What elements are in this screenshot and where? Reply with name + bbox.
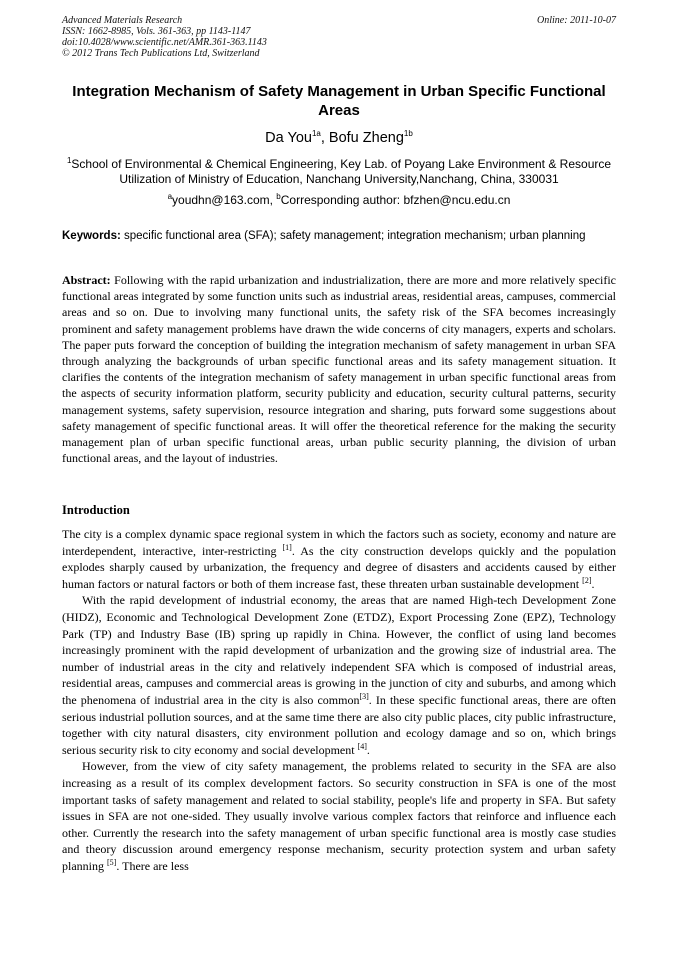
affiliation-text: School of Environmental & Chemical Engineering, Key Lab. of Poyang Lake Environment & Resource Utilization of Ministry of Education, Nanchang University,Nanchang, China, 330031: [71, 157, 612, 186]
online-date: Online: 2011-10-07: [537, 15, 616, 26]
author-name: Bofu Zheng: [328, 130, 404, 146]
paragraph-text: The city is a complex dynamic space regional system in which the factors such as society, economy and nature are interdependent, interactive, inter-restricting: [62, 527, 616, 558]
abstract-text: Following with the rapid urbanization and industrialization, there are more and more relatively specific functional areas integrated by some function units such as industrial areas, residential areas, campuses, commercial areas and so on. Due to involving many functional units, the safety risk of the SFA becomes increasingly prominent and safety management problems have drawn the wide concerns of city managers, experts and scholars. The paper puts forward the conception of building the integration mechanism of safety management in urban SFA through analyzing the backgrounds of urban specific functional areas and its safety management situation. It clarifies the contents of the integration mechanism of safety management in urban specific functional areas from the aspects of security information platform, security publicity and education, security cultural patterns, security management systems, safety supervision, resource integration and sharing, puts forward some suggestions about safety management of specific functional areas. It will offer the theoretical reference for the making the security management plan of urban specific functional areas, urban public security planning, the division of urban functional areas, and the layout of industries.: [62, 273, 616, 466]
email-mark: b: [276, 192, 281, 201]
keywords: [62, 229, 616, 243]
keywords-text: specific functional area (SFA); safety management; integration mechanism; urban planning: [120, 230, 586, 242]
paragraph-text: With the rapid development of industrial economy, the areas that are named High-tech Development Zone (HIDZ), Economic and Technological Development Zone (ETDZ), Export Processing Zone (EPZ), Technology Park (TP) and Industry Base (IB) spring up rapidly in China. However, the conflict of using land becomes increasingly prominent with the rapid development of urbanization and the growing size of industrial area. The number of industrial areas in the city and relatively independent SFA which is composed of industrial areas, residential areas, campuses and commercial areas is growing in the junction of city and suburbs, and among which the phenomena of industrial area in the city is also common: [62, 593, 616, 707]
keywords-label: Keywords:: [62, 230, 121, 242]
author-affiliation-mark: 1a: [311, 129, 321, 139]
email-a: youdhn@163.com,: [172, 193, 277, 207]
paragraph-text: . As the city construction develops quickly and the population explodes sharply caused by urbanization, the frequency and degree of disasters and accidents caused by either human factors or natural factors or both of them increase fast, these threaten urban sustainable development: [62, 543, 616, 591]
author-separator: ,: [320, 130, 329, 146]
copyright-line: © 2012 Trans Tech Publications Ltd, Switzerland: [62, 48, 260, 59]
author-affiliation-mark: 1b: [403, 129, 413, 139]
author-name: Da You: [265, 130, 312, 146]
paragraph: [62, 526, 616, 592]
doi-line: doi:10.4028/www.scientific.net/AMR.361-363.1143: [62, 37, 267, 48]
email-b: Corresponding author: bfzhen@ncu.edu.cn: [280, 193, 511, 207]
citation: [2]: [582, 575, 592, 585]
paragraph: [62, 758, 616, 874]
author-list: [62, 130, 616, 146]
paragraph-text: .: [591, 576, 595, 591]
citation: [5]: [107, 857, 117, 867]
journal-name: Advanced Materials Research: [62, 15, 183, 26]
journal-header: [62, 15, 616, 59]
paragraph-text: .: [366, 742, 370, 757]
citation: [1]: [282, 542, 292, 552]
paragraph-text: However, from the view of city safety management, the problems related to security in the SFA are also increasing as a result of its complex development factors. So security construction in SFA is one of the most important tasks of safety management and related to social stability, people's life and property in SFA. But safety issues in SFA are not one-sided. They usually involve various complex factors that reinforce and influence each other. Currently the research into the safety management of urban specific functional area is mostly case studies and theory discussion around emergency response mechanism, security protection system and urban safety planning: [62, 759, 616, 873]
citation: [4]: [357, 741, 367, 751]
paragraph-text: . There are less: [116, 858, 189, 873]
author-emails: [62, 193, 616, 207]
abstract-label: Abstract:: [62, 273, 111, 287]
issn-line: ISSN: 1662-8985, Vols. 361-363, pp 1143-1147: [62, 26, 251, 37]
paragraph-text: . In these specific functional areas, there are often serious industrial pollution sources, and at the same time there are also city public places, city public infrastructure, together with city natural disasters, city environment pollution and ecology damage and so on, which brings serious security risk to city economy and social development: [62, 692, 617, 757]
email-mark: a: [167, 192, 173, 201]
abstract: [62, 272, 616, 466]
affiliation: [62, 157, 616, 187]
paragraph: [62, 592, 616, 758]
affiliation-mark: 1: [66, 156, 72, 165]
citation: [3]: [359, 691, 369, 701]
section-heading: Introduction: [62, 503, 130, 517]
introduction-body: [62, 526, 616, 874]
paper-title: Integration Mechanism of Safety Management in Urban Specific Functional Areas: [72, 83, 606, 119]
